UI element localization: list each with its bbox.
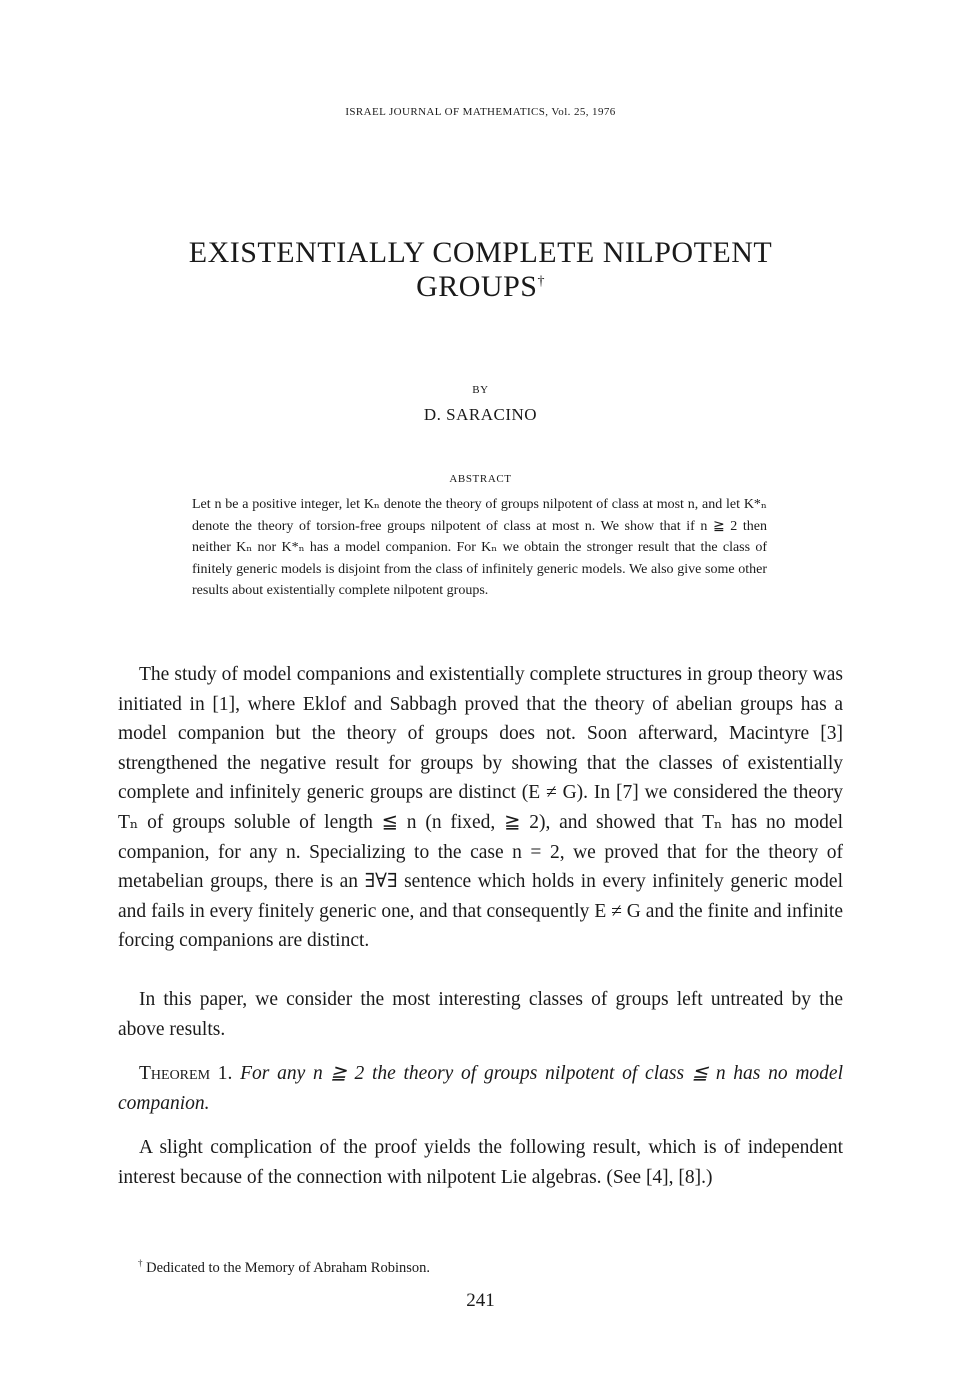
title-line-2: GROUPS: [416, 270, 538, 303]
abstract-text: Let n be a positive integer, let Kₙ denote the theory of groups nilpotent of class at most n, and let K*ₙ denote the theory of torsion-free groups nilpotent of class at most n. We show that if n ≧ 2 then neither Kₙ nor K*ₙ has a model companion. For Kₙ we obtain the stronger result that the class of finitely generic models is disjoint from the class of infinitely generic models. We also give some other results about existentially complete nilpotent groups.: [192, 497, 767, 598]
page-number: 241: [466, 1290, 495, 1311]
abstract-label: ABSTRACT: [449, 473, 512, 485]
theorem-1: [118, 1059, 843, 1118]
footnote: [138, 1260, 430, 1277]
theorem-statement: For any n ≧ 2 the theory of groups nilpotent of class ≦ n has no model companion.: [118, 1063, 843, 1114]
footnote-mark: †: [138, 1258, 143, 1269]
title-line-1: EXISTENTIALLY COMPLETE NILPOTENT: [188, 236, 773, 269]
running-head: ISRAEL JOURNAL OF MATHEMATICS, Vol. 25, 1976: [345, 106, 616, 118]
title-dagger: †: [537, 274, 545, 289]
body-paragraph-2: In this paper, we consider the most interesting classes of groups left untreated by the above results.: [118, 989, 843, 1040]
body-paragraph-4: A slight complication of the proof yields the following result, which is of independent interest because of the connection with nilpotent Lie algebras. (See [4], [8].): [118, 1137, 843, 1188]
theorem-label: Theorem 1.: [139, 1063, 233, 1084]
article-title: [0, 236, 961, 304]
author-name: D. SARACINO: [423, 405, 538, 424]
footnote-text: Dedicated to the Memory of Abraham Robinson.: [146, 1260, 431, 1276]
byline-by: BY: [472, 384, 489, 396]
body-paragraph-1: The study of model companions and existentially complete structures in group theory was initiated in [1], where Eklof and Sabbagh proved that the theory of abelian groups has a model companion but the theory of groups does not. Soon afterward, Macintyre [3] strengthened the negative result for groups by showing that the classes of existentially complete and infinitely generic groups are distinct (E ≠ G). In [7] we considered the theory Tₙ of groups soluble of length ≦ n (n fixed, ≧ 2), and showed that Tₙ has no model companion, for any n. Specializing to the case n = 2, we proved that for the theory of metabelian groups, there is an ∃∀∃ sentence which holds in every infinitely generic model and fails in every finitely generic one, and that consequently E ≠ G and the finite and infinite forcing companions are distinct.: [118, 664, 843, 952]
